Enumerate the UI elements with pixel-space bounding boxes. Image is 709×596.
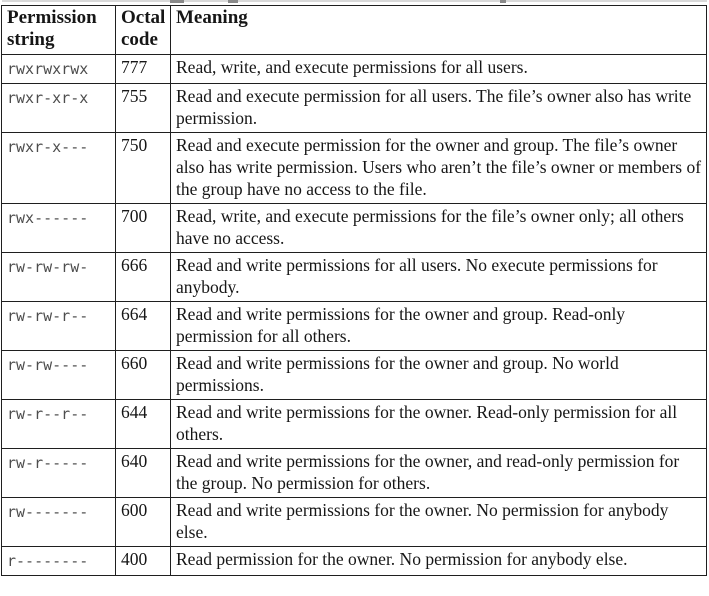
permission-string-cell: r-------- (2, 547, 116, 576)
meaning-cell: Read and write permissions for the owner, and read-only permission for the group. No permission for others. (171, 449, 707, 498)
permission-string-cell: rw-rw-r-- (2, 302, 116, 351)
octal-code-cell: 600 (116, 498, 171, 547)
column-header-meaning: Meaning (171, 6, 707, 55)
table-row (2, 547, 707, 576)
table-row (2, 204, 707, 253)
meaning-cell: Read and write permissions for all users. No execute permissions for anybody. (171, 253, 707, 302)
table-row (2, 253, 707, 302)
permission-string-cell: rw-r----- (2, 449, 116, 498)
permission-string-cell: rwxr-xr-x (2, 84, 116, 133)
meaning-cell: Read and execute permission for all users. The file’s owner also has write permission. (171, 84, 707, 133)
permission-string-cell: rwxrwxrwx (2, 55, 116, 84)
table-row (2, 400, 707, 449)
cropped-text-artifact (170, 0, 184, 3)
permissions-table (1, 5, 707, 576)
header-row (2, 6, 707, 55)
octal-code-cell: 700 (116, 204, 171, 253)
table-row (2, 55, 707, 84)
octal-code-cell: 777 (116, 55, 171, 84)
table-row (2, 351, 707, 400)
meaning-cell: Read, write, and execute permissions for all users. (171, 55, 707, 84)
permission-string-cell: rw-r--r-- (2, 400, 116, 449)
cropped-text-artifact (228, 0, 238, 3)
permission-string-cell: rwxr-x--- (2, 133, 116, 204)
permission-string-cell: rw-rw---- (2, 351, 116, 400)
octal-code-cell: 666 (116, 253, 171, 302)
octal-code-cell: 640 (116, 449, 171, 498)
octal-code-cell: 660 (116, 351, 171, 400)
octal-code-cell: 664 (116, 302, 171, 351)
table-row (2, 498, 707, 547)
meaning-cell: Read and write permissions for the owner and group. Read-only permission for all others. (171, 302, 707, 351)
table-row (2, 449, 707, 498)
octal-code-cell: 644 (116, 400, 171, 449)
meaning-cell: Read, write, and execute permissions for the file’s owner only; all others have no access. (171, 204, 707, 253)
permission-string-cell: rw-rw-rw- (2, 253, 116, 302)
octal-code-cell: 400 (116, 547, 171, 576)
octal-code-cell: 755 (116, 84, 171, 133)
table-body (2, 55, 707, 576)
table-row (2, 133, 707, 204)
cropped-text-artifact (2, 0, 707, 2)
meaning-cell: Read and execute permission for the owner and group. The file’s owner also has write permission. Users who aren’t the file’s owner or members of the group have no access to the file. (171, 133, 707, 204)
octal-code-cell: 750 (116, 133, 171, 204)
cropped-text-artifact (500, 0, 506, 3)
column-header-permission-string: Permission string (2, 6, 116, 55)
permission-string-cell: rw------- (2, 498, 116, 547)
table-row (2, 302, 707, 351)
meaning-cell: Read and write permissions for the owner. No permission for anybody else. (171, 498, 707, 547)
permission-string-cell: rwx------ (2, 204, 116, 253)
meaning-cell: Read and write permissions for the owner and group. No world permissions. (171, 351, 707, 400)
table-row (2, 84, 707, 133)
meaning-cell: Read and write permissions for the owner. Read-only permission for all others. (171, 400, 707, 449)
column-header-octal-code: Octal code (116, 6, 171, 55)
meaning-cell: Read permission for the owner. No permission for anybody else. (171, 547, 707, 576)
